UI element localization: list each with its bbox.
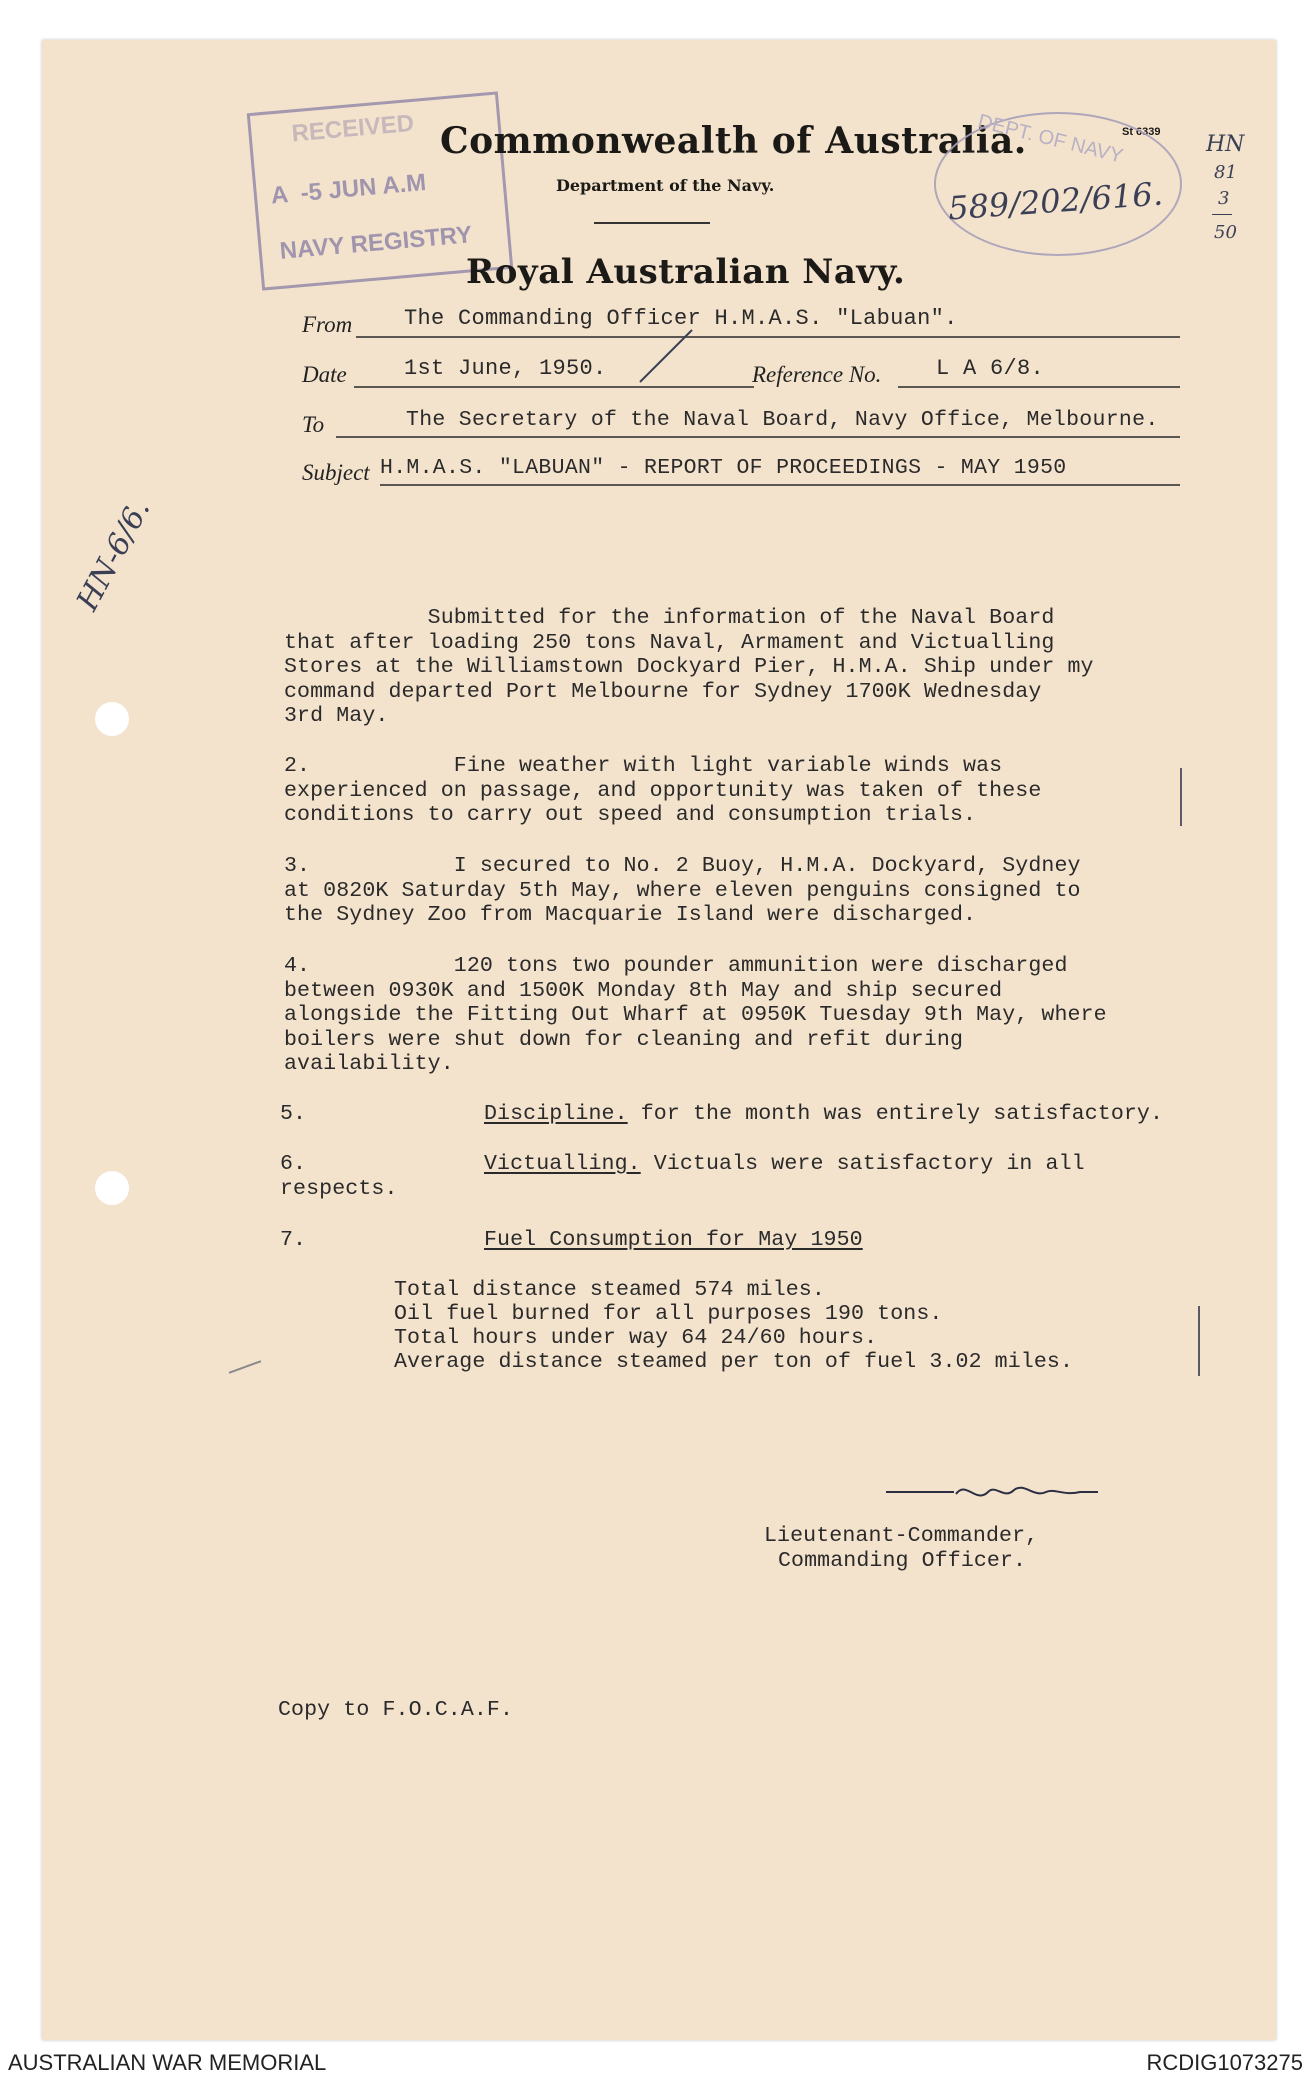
department-subtitle: Department of the Navy. <box>556 176 775 195</box>
reference-line <box>898 386 1180 388</box>
signature-scribble <box>884 1470 1104 1510</box>
footer-archive-name: AUSTRALIAN WAR MEMORIAL <box>8 2050 327 2075</box>
paragraph-3: 3. I secured to No. 2 Buoy, H.M.A. Dockyard, Sydney at 0820K Saturday 5th May, where eleven penguins consigned to the Sydney Zoo from Macquarie Island were discharged. <box>284 854 1081 927</box>
fuel-line-average: Average distance steamed per ton of fuel 3.02 miles. <box>394 1350 1074 1374</box>
to-line <box>336 436 1180 438</box>
victualling-heading: Victualling. <box>484 1152 641 1176</box>
date-value: 1st June, 1950. <box>404 356 607 381</box>
punch-hole-bottom <box>95 1171 129 1205</box>
footer-item-id: RCDIG1073275 <box>1146 2050 1303 2075</box>
paragraph-7-number: 7. <box>280 1228 307 1252</box>
stamp-line-received: RECEIVED <box>290 109 416 148</box>
from-value: The Commanding Officer H.M.A.S. "Labuan". <box>404 306 958 331</box>
subject-label: Subject <box>302 460 370 485</box>
fuel-line-distance: Total distance steamed 574 miles. <box>394 1278 825 1302</box>
date-label: Date <box>302 362 347 387</box>
paragraph-6-continuation: respects. <box>280 1177 398 1201</box>
paragraph-5 <box>484 1102 1163 1127</box>
margin-note-3: 3 <box>1218 188 1230 209</box>
date-line <box>354 386 754 388</box>
margin-note-hn: HN <box>1206 132 1245 157</box>
file-number-handwritten: 589/202/616. <box>946 174 1165 228</box>
punch-hole-top <box>95 702 129 736</box>
margin-note-left: HN-6/6. <box>70 493 158 617</box>
signature-rank: Lieutenant-Commander, <box>764 1524 1039 1548</box>
paragraph-6-number: 6. <box>280 1152 307 1176</box>
fuel-line-hours: Total hours under way 64 24/60 hours. <box>394 1326 878 1350</box>
margin-note-81: 81 <box>1214 162 1237 183</box>
margin-note-fraction-line <box>1212 214 1232 215</box>
paragraph-6 <box>484 1152 1085 1177</box>
from-label: From <box>302 312 353 337</box>
paragraph-5-number: 5. <box>280 1102 307 1126</box>
to-label: To <box>302 412 325 437</box>
reference-label: Reference No. <box>752 362 882 387</box>
fuel-line-oil: Oil fuel burned for all purposes 190 tons. <box>394 1302 943 1326</box>
margin-tick-para2 <box>1180 768 1182 826</box>
copy-to-line: Copy to F.O.C.A.F. <box>278 1698 514 1722</box>
paragraph-4: 4. 120 tons two pounder ammunition were discharged between 0930K and 1500K Monday 8th May and ship secured alongside the Fitting Out Wharf at 0950K Tuesday 9th May, where boilers were shut down for cleaning and refit during availability. <box>284 954 1107 1076</box>
stamp-line-date: A -5 JUN A.M <box>269 169 428 210</box>
discipline-text: for the month was entirely satisfactory. <box>627 1102 1164 1126</box>
fuel-consumption-heading: Fuel Consumption for May 1950 <box>484 1228 863 1252</box>
paragraph-2: 2. Fine weather with light variable winds was experienced on passage, and opportunity was taken of these conditions to carry out speed and consumption trials. <box>284 754 1042 827</box>
signature-title: Commanding Officer. <box>778 1549 1027 1573</box>
paragraph-1: Submitted for the information of the Naval Board that after loading 250 tons Naval, Armament and Victualling Stores at the Williamstown Dockyard Pier, H.M.A. Ship under my command departed Port Melbourne for Sydney 1700K Wednesday 3rd May. <box>284 606 1094 728</box>
victualling-text: Victuals were satisfactory in all <box>640 1152 1085 1176</box>
oval-stamp-text: DEPT. OF NAVY <box>975 110 1126 168</box>
discipline-heading: Discipline. <box>484 1102 628 1126</box>
form-number: St 6339 <box>1122 126 1161 138</box>
margin-note-50: 50 <box>1214 222 1237 243</box>
reference-value: L A 6/8. <box>936 356 1045 381</box>
header-title: Commonwealth of Australia. <box>440 120 1027 162</box>
subject-value: H.M.A.S. "LABUAN" - REPORT OF PROCEEDINGS - MAY 1950 <box>380 456 1067 480</box>
service-title: Royal Australian Navy. <box>466 252 906 292</box>
to-value: The Secretary of the Naval Board, Navy Office, Melbourne. <box>406 408 1159 432</box>
from-line <box>356 336 1180 338</box>
subject-line <box>380 484 1180 486</box>
stamp-line-registry: NAVY REGISTRY <box>278 221 474 265</box>
margin-tick-fuel <box>1198 1306 1200 1376</box>
header-rule <box>594 222 710 224</box>
pen-mark <box>636 326 696 386</box>
